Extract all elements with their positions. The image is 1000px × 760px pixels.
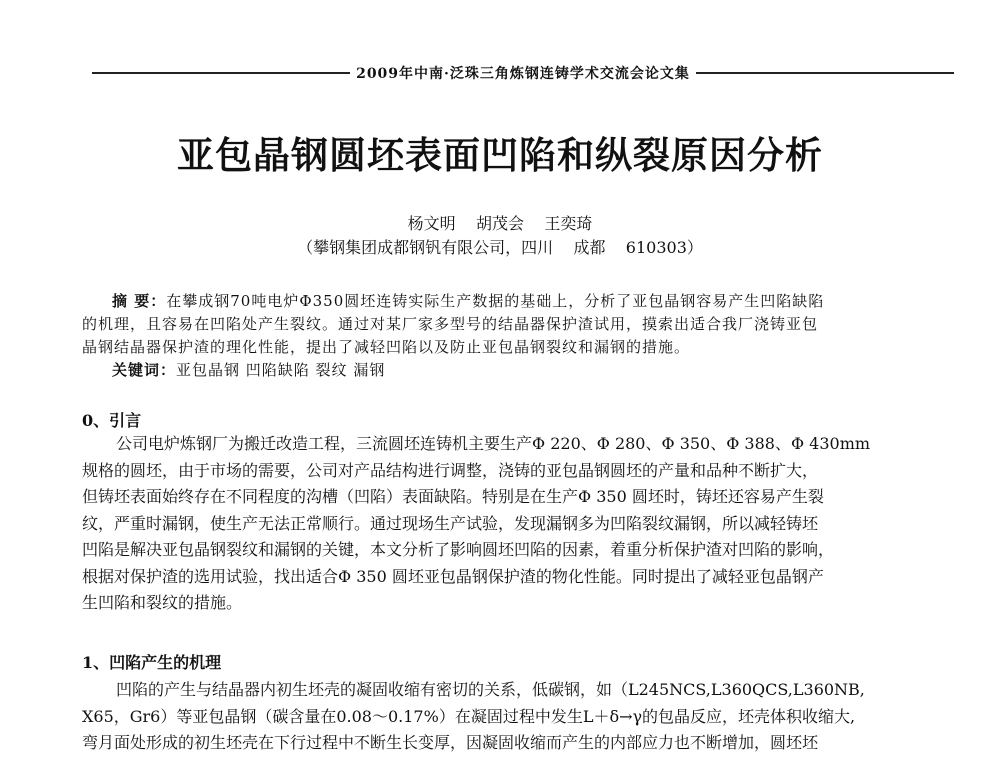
keywords-line (82, 359, 920, 382)
abstract-text: 在攀成钢70吨电炉Φ350圆坯连铸实际生产数据的基础上，分析了亚包晶钢容易产生凹陷缺陷 (166, 292, 825, 310)
keywords-text: 亚包晶钢 凹陷缺陷 裂纹 漏钢 (176, 361, 386, 379)
body-line: 凹陷的产生与结晶器内初生坯壳的凝固收缩有密切的关系，低碳钢，如（L245NCS,L360QCS,L360NB, (116, 680, 865, 699)
keywords-label: 关键词： (112, 361, 177, 379)
running-header (92, 62, 954, 84)
affiliation: （攀钢集团成都钢钒有限公司，四川 成都 610303） (297, 238, 703, 257)
body-line: 但铸坯表面始终存在不同程度的沟槽（凹陷）表面缺陷。特别是在生产Φ 350 圆坯时，铸坯还容易产生裂 (82, 487, 824, 506)
section-heading-intro: 0、引言 (82, 411, 142, 430)
header-rule-right (696, 72, 954, 74)
header-rule-left (92, 72, 350, 74)
abstract-line: 的机理，且容易在凹陷处产生裂纹。通过对某厂家多型号的结晶器保护渣试用，摸索出适合我厂浇铸亚包 (82, 315, 819, 333)
body-line: 规格的圆坯，由于市场的需要，公司对产品结构进行调整，浇铸的亚包晶钢圆坯的产量和品种不断扩大， (82, 460, 819, 480)
section-heading-mechanism: 1、凹陷产生的机理 (82, 653, 222, 672)
body-line: X65，Gr6）等亚包晶钢（碳含量在0.08～0.17%）在凝固过程中发生L＋δ→γ的包晶反应，坯壳体积收缩大, (82, 706, 856, 726)
abstract-label: 摘 要： (112, 292, 167, 310)
body-line: 纹，严重时漏钢，使生产无法正常顺行。通过现场生产试验，发现漏钢多为凹陷裂纹漏钢，所以减轻铸坯 (82, 513, 819, 533)
intro-paragraph (82, 431, 928, 617)
mechanism-paragraph (82, 677, 928, 757)
body-line: 公司电炉炼钢厂为搬迁改造工程，三流圆坯连铸机主要生产Φ 220、Φ 280、Φ 350、Φ 388、Φ 430mm (116, 434, 871, 453)
body-line: 生凹陷和裂纹的措施。 (82, 593, 243, 612)
abstract-line (82, 290, 920, 313)
body-line: 弯月面处形成的初生坯壳在下行过程中不断生长变厚，因凝固收缩而产生的内部应力也不断增加，圆坯坯 (82, 733, 819, 752)
author-list: 杨文明 胡茂会 王奕琦 (407, 214, 593, 233)
body-line: 根据对保护渣的选用试验，找出适合Φ 350 圆坯亚包晶钢保护渣的物化性能。同时提出了减轻亚包晶钢产 (82, 566, 824, 586)
abstract-line: 晶钢结晶器保护渣的理化性能，提出了减轻凹陷以及防止亚包晶钢裂纹和漏钢的措施。 (82, 338, 691, 356)
paper-title: 亚包晶钢圆坯表面凹陷和纵裂原因分析 (177, 133, 823, 177)
body-line: 凹陷是解决亚包晶钢裂纹和漏钢的关键，本文分析了影响圆坯凹陷的因素，着重分析保护渣对凹陷的影响， (82, 540, 835, 559)
abstract (82, 290, 920, 382)
header-text: 2009年中南·泛珠三角炼钢连铸学术交流会论文集 (356, 66, 690, 82)
